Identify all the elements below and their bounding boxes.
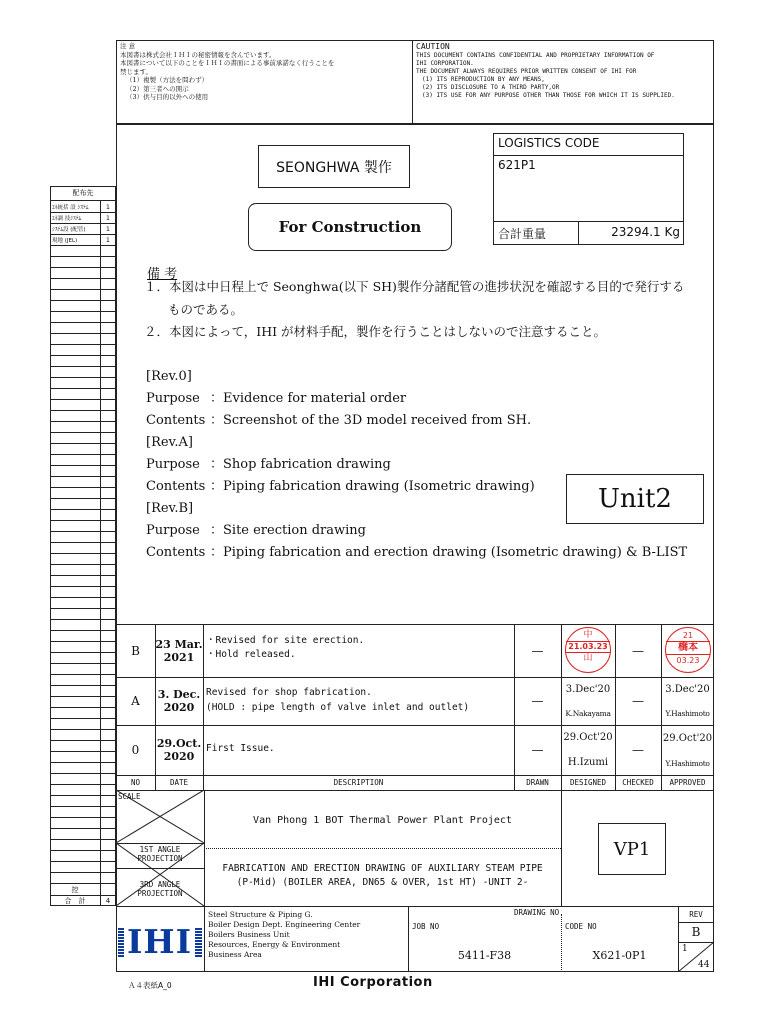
notice-jp-line: 本図書は株式会社ＩＨＩの秘密情報を含んでいます。 xyxy=(120,50,276,59)
stamp-top: 中 xyxy=(583,630,593,640)
notice-jp-line: （1）複製（方法を問わず） xyxy=(126,76,209,84)
col-header-desc: DESCRIPTION xyxy=(333,778,384,787)
date-line: 23 Mar. xyxy=(155,637,203,651)
distribution-rule xyxy=(50,619,116,620)
distribution-rule xyxy=(50,300,116,301)
col-header-designed: DESIGNED xyxy=(569,778,607,787)
rev-row-b-no: B xyxy=(131,643,140,658)
notice-jp-title: 注 意 xyxy=(120,42,136,50)
org-lines xyxy=(208,910,360,960)
org-line: Business Area xyxy=(208,950,262,959)
sign-date: 3.Dec'20 xyxy=(665,684,710,695)
desc-line: Revised for shop fabrication. xyxy=(206,687,372,698)
project-name: Van Phong 1 BOT Thermal Power Plant Project xyxy=(253,814,512,826)
date-line: 2020 xyxy=(163,701,195,714)
approver-stamp xyxy=(665,627,711,673)
notice-jp xyxy=(120,42,410,102)
sign-date: 29.Oct'20 xyxy=(662,732,713,744)
ihi-logo-text: IHI xyxy=(124,924,195,960)
distribution-rule xyxy=(50,564,116,565)
notice-en xyxy=(416,42,712,100)
paper-note: Ａ４表紙A_0 xyxy=(128,981,172,990)
title-line: (P-Mid) (BOILER AREA, DN65 & OVER, 1st HT) -UNIT 2- xyxy=(236,877,529,888)
third-angle-label xyxy=(116,880,204,898)
revA-purpose: ：Shop fabrication drawing xyxy=(210,457,391,472)
notice-en-title: CAUTION xyxy=(416,42,450,51)
construction-label: For Construction xyxy=(278,218,422,236)
distribution-rule xyxy=(50,586,116,587)
stamp-top: 21 xyxy=(682,631,694,640)
stamp-bot: 山 xyxy=(583,653,593,663)
notice-en-line: THIS DOCUMENT CONTAINS CONFIDENTIAL AND PROPRIETARY INFORMATION OF xyxy=(416,52,655,59)
sign-name: K.Nakayama xyxy=(565,709,611,718)
distribution-rule xyxy=(50,784,116,785)
sign-date: 3.Dec'20 xyxy=(565,684,611,695)
distribution-rule xyxy=(50,322,116,323)
notice-en-line: (2) ITS DISCLOSURE TO A THIRD PARTY,OR xyxy=(422,84,560,91)
distribution-rule xyxy=(50,861,116,862)
rev-row-a-designed xyxy=(561,677,615,725)
distribution-rule xyxy=(50,443,116,444)
col-header-checked: CHECKED xyxy=(622,778,654,787)
distribution-rule xyxy=(50,377,116,378)
distribution-qty: 1 xyxy=(105,235,111,244)
org-line: Boiler Design Dept. Engineering Center xyxy=(208,920,361,929)
notice-jp-line: （3）供与目的以外への使用 xyxy=(126,93,209,101)
col-header-no: NO xyxy=(130,778,141,787)
distribution-rule xyxy=(50,641,116,642)
distribution-rule xyxy=(50,751,116,752)
rev-row-b-checked: — xyxy=(632,643,644,658)
drawing-no-label: DRAWING NO xyxy=(514,908,560,917)
unit-label: Unit2 xyxy=(598,484,672,514)
vp-box xyxy=(598,823,666,875)
notice-jp-line: 本図書について以下のことをＩＨＩの書面による事前承諾なく行うことを xyxy=(120,59,335,67)
desc-line: First Issue. xyxy=(206,743,275,754)
rev-row-0-approved xyxy=(661,725,714,775)
notice-jp-line: （2）第三者への開示 xyxy=(126,84,189,93)
date-line: 3. Dec. xyxy=(157,688,201,701)
distribution-rule xyxy=(50,850,116,851)
distribution-rule xyxy=(50,421,116,422)
distribution-rule xyxy=(50,839,116,840)
revB-purpose: ：Site erection drawing xyxy=(210,523,366,538)
stamp-bot: 03.23 xyxy=(676,656,700,665)
angle-line: PROJECTION xyxy=(137,854,183,863)
unit-box xyxy=(566,474,704,524)
total-label: 合 計 xyxy=(64,896,86,905)
date-line: 2021 xyxy=(163,650,195,664)
sign-date: 29.Oct'20 xyxy=(563,732,613,743)
distribution-rule xyxy=(50,245,116,246)
distribution-rule xyxy=(50,388,116,389)
notice-en-line: THE DOCUMENT ALWAYS REQUIRES PRIOR WRITTEN CONSENT OF IHI FOR xyxy=(416,68,637,75)
distribution-rule xyxy=(50,707,116,708)
notice-jp-line: 禁じます。 xyxy=(120,67,152,76)
col-header-date: DATE xyxy=(169,778,189,787)
rev-row-b-drawn: — xyxy=(531,643,544,658)
distribution-rule xyxy=(50,399,116,400)
remarks-title: 備 考 xyxy=(147,267,178,282)
first-angle-label xyxy=(116,845,204,863)
org-line: Steel Structure & Piping G. xyxy=(208,910,313,919)
distribution-rule xyxy=(50,652,116,653)
rev-value: B xyxy=(691,925,701,939)
revB-heading: [Rev.B] xyxy=(146,501,194,516)
stamp-mid: 21.03.23 xyxy=(566,641,610,653)
weight-label: 合計重量 xyxy=(498,227,547,241)
distribution-rule xyxy=(50,696,116,697)
sign-name: Y.Hashimoto xyxy=(665,709,710,718)
distribution-rule xyxy=(50,729,116,730)
rev0-purpose-label: Purpose xyxy=(146,391,200,406)
code-no-value: X621-0P1 xyxy=(592,948,647,962)
revB-contents-label: Contents xyxy=(146,545,206,560)
angle-line: PROJECTION xyxy=(137,889,183,898)
distribution-rule xyxy=(50,366,116,367)
rev0-contents-label: Contents xyxy=(146,413,206,428)
distribution-qty: 1 xyxy=(105,224,111,233)
distribution-rule xyxy=(50,762,116,763)
rev-row-a-desc xyxy=(206,685,469,715)
rev-label: REV xyxy=(689,909,703,919)
org-line: Boilers Business Unit xyxy=(208,930,290,939)
sheet-number: 1 xyxy=(682,944,688,954)
distribution-rule xyxy=(50,597,116,598)
code-no-label: CODE NO xyxy=(565,922,597,931)
distribution-rule xyxy=(50,817,116,818)
rev0-purpose: ：Evidence for material order xyxy=(210,391,407,406)
rev0-contents: ：Screenshot of the 3D model received from SH. xyxy=(210,413,532,428)
desc-line: (HOLD : pipe length of valve inlet and outlet) xyxy=(206,702,470,713)
distribution-rule xyxy=(50,542,116,543)
distribution-rule xyxy=(50,685,116,686)
distribution-rule xyxy=(50,498,116,499)
distribution-rule xyxy=(50,630,116,631)
maker-box xyxy=(258,145,410,188)
distribution-rule xyxy=(50,256,116,257)
distribution-rule xyxy=(50,531,116,532)
job-no-value: 5411-F38 xyxy=(457,948,512,962)
rev-row-a-no: A xyxy=(131,694,140,708)
stamp-mid: 橋本 xyxy=(666,641,710,655)
notice-en-line: (3) ITS USE FOR ANY PURPOSE OTHER THAN THOSE FOR WHICH IT IS SUPPLIED. xyxy=(422,92,675,99)
distribution-rule xyxy=(50,333,116,334)
angle-line: 3RD ANGLE xyxy=(139,880,181,889)
vp-label: VP1 xyxy=(613,838,651,860)
distribution-rule xyxy=(50,663,116,664)
maker-label: SEONGHWA 製作 xyxy=(276,159,392,176)
distribution-rule xyxy=(50,806,116,807)
desc-line: ・Revised for site erection. xyxy=(206,635,365,646)
rev-row-b-desc xyxy=(206,634,364,662)
distribution-rule xyxy=(50,476,116,477)
rev-row-0-designed xyxy=(561,725,615,775)
rev-row-a-checked: — xyxy=(632,694,644,708)
sign-name: Y.Hashimoto xyxy=(665,758,710,768)
rev-row-a-date xyxy=(155,677,203,725)
title-line: FABRICATION AND ERECTION DRAWING OF AUXILIARY STEAM PIPE xyxy=(222,863,543,874)
rev-row-a-drawn: — xyxy=(531,694,544,708)
distribution-rule xyxy=(50,674,116,675)
org-line: Resources, Energy & Environment xyxy=(208,940,341,949)
distribution-rule xyxy=(50,267,116,268)
rev-row-0-desc xyxy=(206,743,275,754)
revA-purpose-label: Purpose xyxy=(146,457,200,472)
desc-line: ・Hold released. xyxy=(206,649,296,660)
rev-row-0-drawn: — xyxy=(531,743,544,757)
remarks-line-1b: ものである。 xyxy=(168,302,244,317)
col-header-drawn: DRAWN xyxy=(526,778,549,787)
distribution-rule xyxy=(50,344,116,345)
distribution-rule xyxy=(50,872,116,873)
distribution-name: ｴﾈ調 技ｼｽﾃﾑ xyxy=(52,215,82,222)
rev-row-0-no: 0 xyxy=(131,743,140,757)
angle-line: 1ST ANGLE xyxy=(139,845,181,854)
distribution-rule xyxy=(50,432,116,433)
ihi-logo xyxy=(118,920,202,960)
drawing-title xyxy=(204,862,561,890)
revB-purpose-label: Purpose xyxy=(146,523,200,538)
job-no-label: JOB NO xyxy=(412,922,440,931)
designer-stamp xyxy=(565,627,611,673)
distribution-rule xyxy=(50,454,116,455)
company-name: IHI Corporation xyxy=(313,975,433,990)
rev-row-b-date xyxy=(155,624,203,677)
distribution-rule xyxy=(50,795,116,796)
notice-en-line: IHI CORPORATION. xyxy=(416,60,474,67)
revision-notes xyxy=(146,366,706,564)
distribution-rule xyxy=(50,740,116,741)
col-header-approved: APPROVED xyxy=(669,778,706,787)
rev-row-0-checked: — xyxy=(632,743,644,757)
sheet-total: 44 xyxy=(698,960,710,970)
revA-contents-label: Contents xyxy=(146,479,206,494)
date-line: 2020 xyxy=(163,750,195,763)
date-line: 29.Oct. xyxy=(156,737,202,750)
distribution-rule xyxy=(50,465,116,466)
distribution-qty: 1 xyxy=(105,202,111,211)
rev0-heading: [Rev.0] xyxy=(146,369,192,384)
distribution-rule xyxy=(50,520,116,521)
distribution-header: 配布先 xyxy=(50,186,116,201)
distribution-qty: 1 xyxy=(105,213,111,222)
distribution-rule xyxy=(50,575,116,576)
construction-box xyxy=(248,203,452,251)
distribution-rule xyxy=(50,311,116,312)
total-value: 4 xyxy=(105,896,111,905)
ctrl-label: 控 xyxy=(71,885,79,894)
distribution-rule xyxy=(50,608,116,609)
distribution-rule xyxy=(50,355,116,356)
logistics-label: LOGISTICS CODE xyxy=(498,136,600,150)
remarks-line-1: １．本図は中日程上で Seonghwa(以下 SH)製作分諸配管の進捗状況を確認する目的で発行する xyxy=(144,279,685,294)
distribution-rule xyxy=(50,553,116,554)
distribution-name: ｼｽﾃﾑ設 (配管) xyxy=(52,226,86,233)
remarks-line-2: ２．本図によって，IHI が材料手配，製作を行うことはしないので注意すること。 xyxy=(144,324,607,339)
distribution-rule xyxy=(50,278,116,279)
revA-contents: ：Piping fabrication drawing (Isometric drawing) xyxy=(210,479,535,494)
distribution-rule xyxy=(50,410,116,411)
rev-row-a-approved xyxy=(661,677,714,725)
sign-name: H.Izumi xyxy=(567,757,609,768)
distribution-rule xyxy=(50,718,116,719)
distribution-rule xyxy=(50,487,116,488)
logistics-code: 621P1 xyxy=(498,158,536,172)
distribution-rule xyxy=(50,509,116,510)
rev-row-0-date xyxy=(155,725,203,775)
distribution-rule xyxy=(50,289,116,290)
distribution-rule xyxy=(50,828,116,829)
revB-contents: ：Piping fabrication and erection drawing (Isometric drawing) & B-LIST xyxy=(210,545,688,560)
distribution-name: ｴﾈ統括 設 ｼｽﾃﾑ xyxy=(52,204,89,211)
scale-label: SCALE xyxy=(118,792,141,801)
notice-en-line: (1) ITS REPRODUCTION BY ANY MEANS, xyxy=(422,76,545,83)
revA-heading: [Rev.A] xyxy=(146,435,193,450)
distribution-rule xyxy=(50,773,116,774)
distribution-name: 現地 (JEL) xyxy=(52,237,78,244)
weight-value: 23294.1 Kg xyxy=(611,225,680,239)
